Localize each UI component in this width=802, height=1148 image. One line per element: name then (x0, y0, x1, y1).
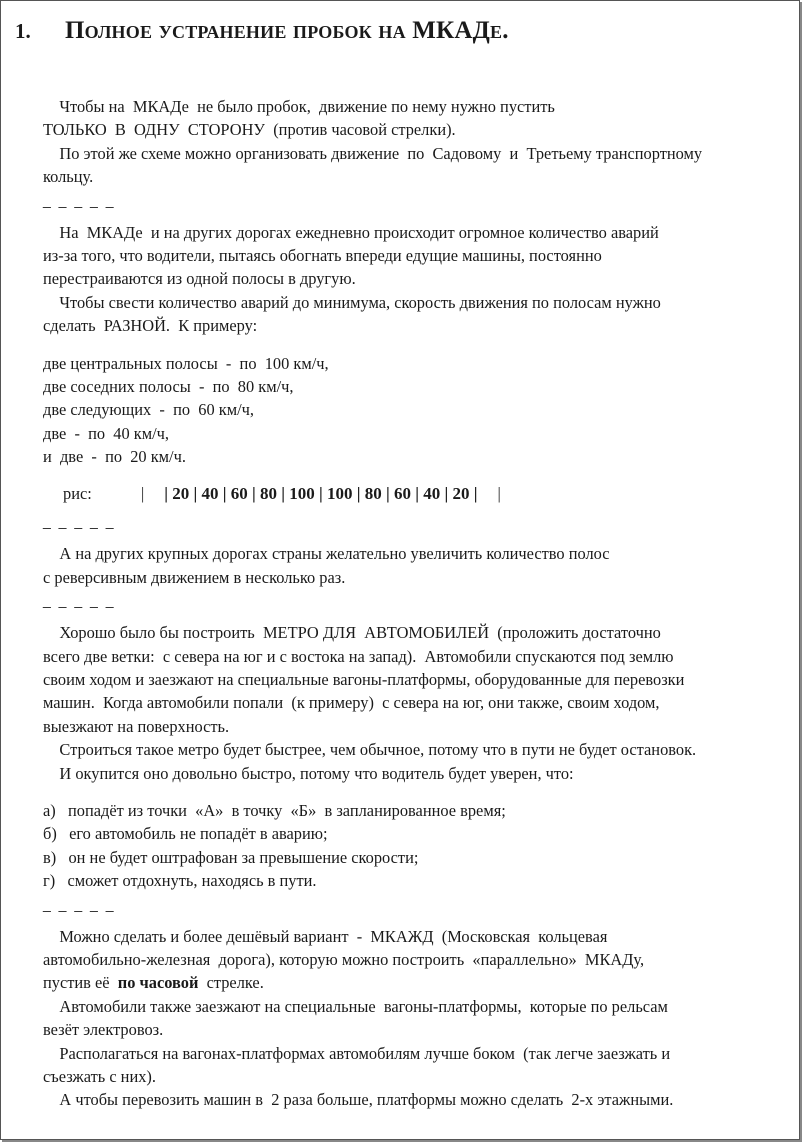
text-line: А на других крупных дорогах страны желательно увеличить количество полос (43, 544, 610, 564)
paragraph-accidents (43, 221, 793, 338)
text-line: выезжают на поверхность. (43, 716, 230, 736)
speed-item: две - по 40 км/ч, (43, 423, 169, 443)
text-line: На МКАДе и на других дорогах ежедневно происходит огромное количество аварий (43, 222, 659, 242)
paragraph-reversible (43, 542, 793, 589)
document-body (43, 95, 793, 1112)
text-line: Строиться такое метро будет быстрее, чем обычное, потому что в пути не будет остановок. (43, 740, 697, 760)
separator: _ _ _ _ _ (43, 895, 116, 912)
section-number: 1. (15, 19, 31, 43)
text-line: из-за того, что водители, пытаясь обогнать впереди едущие машины, постоянно (43, 245, 602, 265)
text-line: машин. Когда автомобили попали (к примеру) с севера на юг, они также, своим ходом, (43, 693, 660, 713)
separator: _ _ _ _ _ (43, 592, 116, 609)
text-line: По этой же схеме можно организовать движение по Садовому и Третьему транспортному (43, 143, 703, 163)
emphasis-clockwise: по часовой (117, 973, 199, 993)
text-line (43, 971, 793, 994)
paragraph-metro (43, 621, 793, 785)
benefits-list (43, 799, 793, 893)
text-line: съезжать с них). (43, 1066, 156, 1086)
text-line: перестраиваются из одной полосы в другую. (43, 269, 356, 289)
text-line: везёт электровоз. (43, 1020, 164, 1040)
text-line: И окупится оно довольно быстро, потому что водитель будет уверен, что: (43, 763, 574, 783)
road-edge-left: | (141, 483, 145, 503)
separator: _ _ _ _ _ (43, 513, 116, 530)
text-line: ТОЛЬКО В ОДНУ СТОРОНУ (против часовой стрелки). (43, 120, 456, 140)
text-line: кольцу. (43, 167, 94, 187)
road-edge-right: | (497, 483, 501, 503)
section-heading (15, 17, 509, 45)
section-title: Полное устранение пробок на МКАДе. (65, 17, 509, 44)
text-line: Автомобили также заезжают на специальные вагоны-платформы, которые по рельсам (43, 996, 668, 1016)
list-item: а) попадёт из точки «А» в точку «Б» в запланированное время; (43, 800, 506, 820)
lane-speed-list (43, 352, 793, 469)
lane-speeds-bar: | 20 | 40 | 60 | 80 | 100 | 100 | 80 | 60 | 40 | 20 | (164, 483, 478, 503)
speed-item: две соседних полосы - по 80 км/ч, (43, 376, 294, 396)
text-line: Располагаться на вагонах-платформах автомобилям лучше боком (так легче заезжать и (43, 1043, 671, 1063)
text-line: Чтобы свести количество аварий до минимума, скорость движения по полосам нужно (43, 292, 661, 312)
speed-item: две центральных полосы - по 100 км/ч, (43, 353, 329, 373)
figure-label: рис: (63, 483, 92, 503)
text-line: с реверсивным движением в несколько раз. (43, 567, 346, 587)
speed-item: две следующих - по 60 км/ч, (43, 400, 254, 420)
text-line: А чтобы перевозить машин в 2 раза больше, платформы можно сделать 2-х этажными. (43, 1090, 674, 1110)
text-line: своим ходом и заезжают на специальные вагоны-платформы, оборудованные для перевозки (43, 670, 685, 690)
paragraph-one-way (43, 95, 793, 189)
list-item: б) его автомобиль не попадёт в аварию; (43, 824, 328, 844)
separator: _ _ _ _ _ (43, 191, 116, 208)
text-line: автомобильно-железная дорога), которую можно построить «параллельно» МКАДу, (43, 949, 645, 969)
text-fragment: стрелке. (198, 973, 264, 993)
list-item: г) сможет отдохнуть, находясь в пути. (43, 871, 317, 891)
paragraph-mkazhd (43, 925, 793, 1112)
text-line: Хорошо было бы построить МЕТРО ДЛЯ АВТОМОБИЛЕЙ (проложить достаточно (43, 623, 661, 643)
text-line: Чтобы на МКАДе не было пробок, движение по нему нужно пустить (43, 97, 555, 116)
speed-item: и две - по 20 км/ч. (43, 447, 186, 467)
list-item: в) он не будет оштрафован за превышение скорости; (43, 847, 419, 867)
text-line: Можно сделать и более дешёвый вариант - МКАЖД (Московская кольцевая (43, 926, 608, 946)
text-line: сделать РАЗНОЙ. К примеру: (43, 316, 258, 336)
lane-figure (43, 476, 793, 510)
text-line: всего две ветки: с севера на юг и с востока на запад). Автомобили спускаются под землю (43, 646, 674, 666)
text-fragment: пустив её (43, 973, 118, 993)
